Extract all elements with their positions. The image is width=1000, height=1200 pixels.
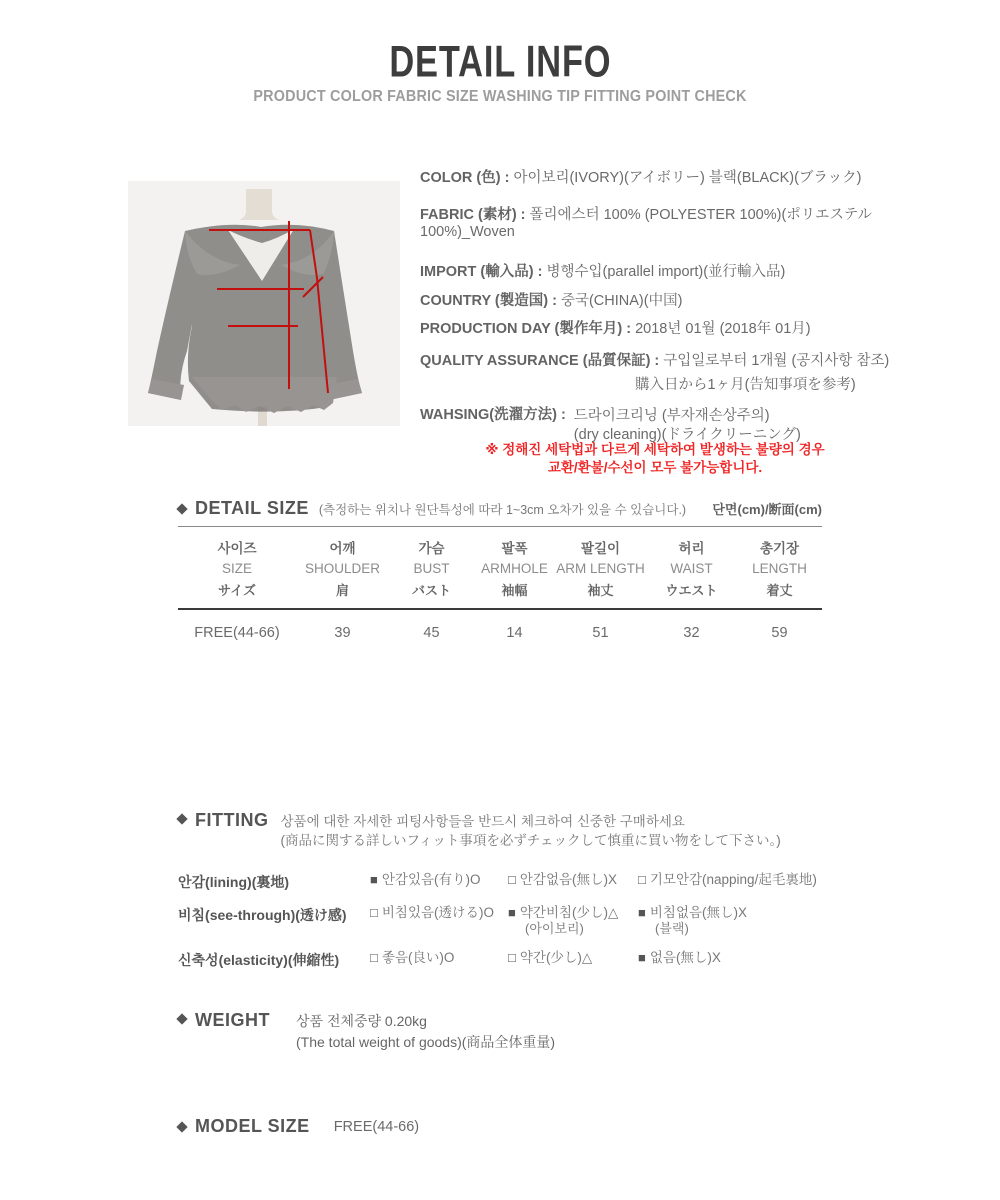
diamond-bullet-icon: [176, 813, 187, 824]
fitting-option: [508, 950, 638, 970]
col-header: 袖幅: [501, 583, 528, 598]
checkbox-icon: □: [508, 950, 516, 965]
col-header: ARMHOLE: [481, 561, 548, 576]
info-value: 드라이크리닝 (부자재손상주의): [573, 408, 770, 424]
fitting-option: [508, 905, 638, 937]
fitting-rows: [178, 872, 878, 970]
fitting-option-sub: (아이보리): [525, 921, 584, 936]
col-header: 着丈: [766, 583, 793, 598]
info-value: 아이보리(IVORY)(アイボリー) 블랙(BLACK)(ブラック): [513, 170, 862, 186]
col-header: SHOULDER: [304, 561, 380, 576]
col-header: サイズ: [218, 583, 256, 598]
info-row-country: [420, 293, 940, 310]
fitting-description: [281, 810, 781, 850]
fitting-row-label: 신축성(elasticity)(伸縮性): [178, 952, 340, 968]
fitting-row-lining: [178, 872, 878, 892]
product-photo: [128, 181, 400, 426]
info-value: 구입일로부터 1개월 (공지사항 참조): [663, 353, 890, 369]
model-size-value: FREE(44-66): [333, 1118, 420, 1135]
fitting-option-label: 약간비침(少し)△: [519, 905, 619, 920]
weight-line-1: 상품 전체중량 0.20kg: [296, 1013, 427, 1029]
info-value-ja: 購入日から1ヶ月(告知事項を参考): [635, 377, 856, 393]
model-size-title: MODEL SIZE: [195, 1116, 310, 1136]
info-row-color: [420, 170, 940, 187]
col-header: 袖丈: [587, 583, 614, 598]
fitting-option: [370, 950, 508, 970]
warning-line-1: ※ 정해진 세탁법과 다르게 세탁하여 발생하는 불량의 경우: [485, 442, 825, 457]
fitting-option: [370, 905, 508, 937]
detail-size-unit: 단면(cm)/断面(cm): [712, 502, 822, 517]
col-header: 허리: [678, 541, 705, 556]
detail-size-section: [178, 498, 822, 643]
fitting-row-elasticity: [178, 950, 878, 970]
info-value: 2018년 01월 (2018年 01月): [635, 321, 811, 337]
col-header: ARM LENGTH: [556, 561, 645, 576]
size-table: [178, 526, 822, 643]
col-header: 가슴: [418, 541, 445, 556]
fitting-row-label: 안감(lining)(裏地): [178, 874, 290, 890]
info-row-production-day: [420, 321, 940, 338]
info-label: IMPORT (輸入品) :: [420, 264, 543, 280]
col-header: 팔길이: [580, 541, 621, 556]
info-value: 병행수입(parallel import)(並行輸入品): [546, 264, 786, 280]
fitting-title: FITTING: [195, 810, 269, 830]
size-table-header-ja: [178, 578, 822, 609]
blouse-measurement-illustration: [128, 181, 400, 426]
checkbox-icon: □: [370, 950, 378, 965]
fitting-option: [638, 872, 878, 892]
col-header: バスト: [411, 583, 451, 598]
checkbox-icon: □: [638, 872, 646, 887]
fitting-option-label: 비침있음(透ける)O: [381, 905, 495, 920]
col-header: 팔폭: [501, 541, 528, 556]
fitting-row-label: 비침(see-through)(透け感): [178, 907, 347, 923]
col-header: LENGTH: [752, 561, 807, 576]
fitting-row-see-through: [178, 905, 878, 937]
checkbox-icon: ■: [638, 950, 646, 965]
fitting-option-label: 안감없음(無し)X: [519, 872, 618, 887]
fitting-desc-ja: (商品に関する詳しいフィット事項を必ずチェックして慎重に買い物をして下さい。): [280, 833, 781, 848]
checkbox-icon: ■: [508, 905, 516, 920]
info-value-ja: (dry cleaning)(ドライクリーニング): [573, 427, 801, 443]
col-header: 사이즈: [217, 541, 257, 556]
fitting-option-label: 좋음(良い)O: [381, 950, 455, 965]
size-cell: 59: [737, 609, 822, 643]
size-cell: FREE(44-66): [178, 609, 296, 643]
model-size-section: [178, 1116, 419, 1137]
size-cell: 39: [296, 609, 389, 643]
checkbox-icon: □: [370, 905, 378, 920]
col-header: BUST: [413, 561, 450, 576]
info-value-group: [574, 407, 801, 445]
col-header: SIZE: [221, 561, 252, 576]
detail-size-title: DETAIL SIZE: [195, 498, 309, 518]
info-label: QUALITY ASSURANCE (品質保証) :: [420, 353, 660, 369]
fitting-option: [638, 905, 878, 937]
fitting-option: [370, 872, 508, 892]
diamond-bullet-icon: [176, 503, 187, 514]
fitting-option-label: 기모안감(napping/起毛裏地): [649, 872, 817, 887]
info-value: 중국(CHINA)(中国): [560, 293, 683, 309]
fitting-header: [178, 810, 878, 850]
fitting-option: [638, 950, 878, 970]
page-header: [0, 38, 1000, 106]
fitting-option-sub: (블랙): [655, 921, 689, 936]
weight-text: [296, 1010, 555, 1053]
diamond-bullet-icon: [176, 1121, 187, 1132]
weight-title: WEIGHT: [195, 1010, 270, 1030]
info-label: COLOR (色) :: [420, 170, 510, 186]
info-row-import: [420, 264, 940, 281]
size-table-header-en: [178, 559, 822, 578]
checkbox-icon: ■: [370, 872, 378, 887]
checkbox-icon: ■: [638, 905, 646, 920]
weight-line-2: (The total weight of goods)(商品全体重量): [296, 1034, 556, 1050]
size-cell: 51: [555, 609, 646, 643]
info-row-quality-assurance: [420, 353, 940, 370]
detail-size-note: (측정하는 위치나 원단특성에 따라 1~3cm 오차가 있을 수 있습니다.): [318, 502, 687, 517]
washing-warning: [430, 441, 880, 477]
col-header: ウエスト: [665, 583, 718, 598]
fitting-option-label: 비침없음(無し)X: [649, 905, 748, 920]
page-title: DETAIL INFO: [388, 36, 612, 87]
detail-size-header: [178, 498, 822, 519]
info-row-fabric: [420, 207, 940, 241]
diamond-bullet-icon: [176, 1013, 187, 1024]
fitting-section: [178, 810, 878, 983]
info-label: WAHSING(洗濯方法) :: [420, 407, 566, 423]
fitting-option-label: 안감있음(有り)O: [381, 872, 481, 887]
size-cell: 45: [389, 609, 474, 643]
info-value: 폴리에스터 100% (POLYESTER 100%)(ポリエステル 100%)_Woven: [420, 207, 872, 240]
size-table-header-ko: [178, 527, 822, 560]
fitting-option: [508, 872, 638, 892]
product-info-list: [420, 170, 940, 445]
col-header: 어깨: [329, 541, 356, 556]
fitting-option-label: 약간(少し)△: [519, 950, 593, 965]
info-label: COUNTRY (製造国) :: [420, 293, 557, 309]
page-subtitle: PRODUCT COLOR FABRIC SIZE WASHING TIP FITTING POINT CHECK: [253, 88, 747, 105]
size-cell: 14: [474, 609, 555, 643]
col-header: WAIST: [670, 561, 713, 576]
size-cell: 32: [646, 609, 737, 643]
fitting-option-label: 없음(無し)X: [649, 950, 721, 965]
col-header: 肩: [335, 583, 349, 598]
checkbox-icon: □: [508, 872, 516, 887]
size-table-row-free: [178, 609, 822, 643]
col-header: 총기장: [759, 541, 800, 556]
info-label: FABRIC (素材) :: [420, 207, 526, 223]
fitting-desc-ko: 상품에 대한 자세한 피팅사항들을 반드시 체크하여 신중한 구매하세요: [280, 814, 685, 829]
weight-section: [178, 1010, 555, 1053]
warning-line-2: 교환/환불/수선이 모두 불가능합니다.: [547, 460, 763, 475]
info-row-washing: [420, 407, 940, 445]
info-label: PRODUCTION DAY (製作年月) :: [420, 321, 632, 337]
